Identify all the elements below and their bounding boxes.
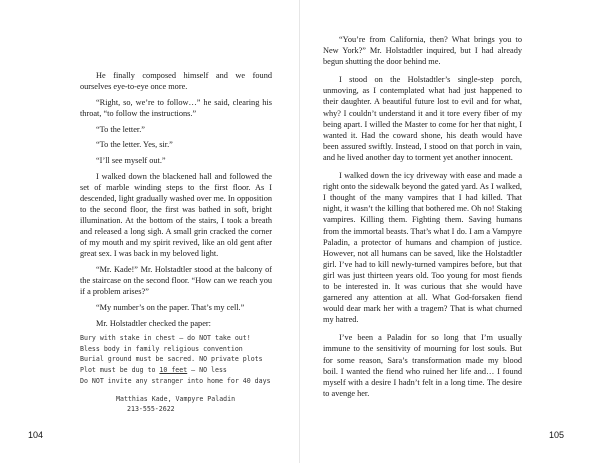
paragraph: I stood on the Holstadtler’s single-step porch, unmoving, as I contemplated what had just happened to their daughter. A beautiful future lost to evil and for what, why? I couldn’t understand it and it tore every fiber of my being apart. I willed the Master to come for her that night, I wanted it. Had the coward shone, his death would have been assured swiftly. Instead, I stood on that porch in vain, and he lived another day to torment yet another innocent. [323,75,522,162]
paragraph: He finally composed himself and we found ourselves eye-to-eye once more. [80,71,272,92]
note-line [80,365,272,376]
note-line: Bless body in family religious convention [80,344,243,353]
paragraph: Mr. Holstadtler checked the paper: [96,318,211,328]
note-line: Do NOT invite any stranger into home for 40 days [80,376,271,385]
paragraph: I’ve been a Paladin for so long that I’m usually immune to the sensitivity of mourning for lost souls. But for some reason, Sara’s transformation made my blood boil. I wanted the fiend who ruined her life and… I found myself with a desire I hadn’t felt in a long time. The desire to avenge her. [323,333,522,398]
note-signature [80,394,272,414]
note-underlined-text: 10 feet [159,366,188,374]
signature-phone: 213-555-2622 [127,405,175,414]
paragraph: “To the letter. Yes, sir.” [96,140,173,150]
paragraph: I walked down the blackened hall and followed the set of marble winding steps to the first floor. As I descended, light gradually washed over me. In opposition to the second floor, the first was bathed in soft, bright illumination. At the bottom of the stairs, I took a breath and released a long sigh. A small grin cracked the corner of my mouth and my spirit revived, like an old gent after great sex. I was back in my beloved light. [80,171,272,259]
signature-name: Matthias Kade, Vampyre Paladin [116,395,236,404]
paragraph: I walked down the icy driveway with ease and made a right onto the sidewalk beyond the gated yard. As I walked, I thought of the many vampires that I had killed. That night, it wasn’t the killing that bothered me. Oh no! Staking vampires. Killing them. Fighting them. Saving humans from the immortal beasts. That’s what I do. I am a Vampyre Paladin, a protector of humans and champion of justice. However, not all humans can be saved, like the Holstadtler girl. I’ve had to kill newly-turned vampires before, but that girl was just thirteen years old. Too young for most fiends to be interested in. It was curious that she would have garnered any attention at all. What God-forsaken fiend would dear mark her with a tragem? That is what churned my hatred. [323,171,522,325]
note-line-text: – NO less [187,366,227,374]
paragraph: “Right, so, we’re to follow…” he said, clearing his throat, “to follow the instructions.” [80,97,272,118]
note-line: Bury with stake in chest – do NOT take out! [80,334,251,343]
paragraph: “I’ll see myself out.” [96,155,166,165]
paragraph: “Mr. Kade!” Mr. Holstadtler stood at the balcony of the staircase on the second floor. “How can we reach you if a problem arises?” [80,264,272,297]
left-page-text [80,70,272,414]
handwritten-note [80,333,272,414]
paragraph: “My number’s on the paper. That’s my cell.” [96,302,245,312]
note-line-text: Plot must be dug to [80,366,160,374]
right-page [300,0,600,463]
paragraph: “To the letter.” [96,124,145,134]
right-page-text [323,34,522,404]
paragraph: “You’re from California, then? What brings you to New York?” Mr. Holstadtler inquired, but I had already begun shutting the door behind me. [323,35,522,67]
note-line: Burial ground must be sacred. NO private plots [80,355,263,364]
page-number: 104 [28,430,44,440]
page-number: 105 [549,430,565,440]
